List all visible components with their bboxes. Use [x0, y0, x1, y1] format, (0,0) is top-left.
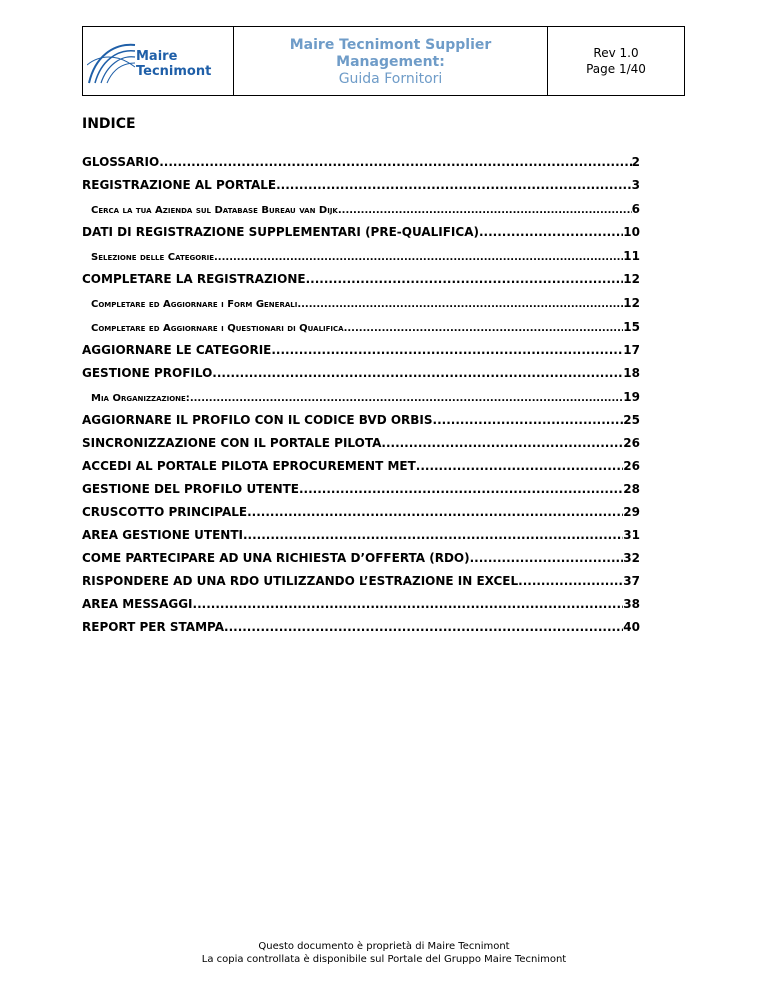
toc-leader-dots: [338, 199, 632, 221]
toc-entry[interactable]: [82, 409, 640, 432]
toc-entry-page: 12: [623, 296, 640, 310]
toc-entry[interactable]: [82, 221, 640, 244]
toc-leader-dots: [193, 593, 624, 616]
logo-line1: Maire: [136, 49, 178, 64]
toc-entry-page: 37: [623, 574, 640, 588]
toc-entry-page: 12: [623, 272, 640, 286]
title-line1: Maire Tecnimont Supplier: [289, 37, 492, 53]
toc-entry-title: ACCEDI AL PORTALE PILOTA EPROCUREMENT MET: [82, 459, 416, 473]
toc-entry-title: AGGIORNARE LE CATEGORIE: [82, 343, 272, 357]
toc-entry-page: 6: [631, 202, 640, 216]
toc-entry-title: COME PARTECIPARE AD UNA RICHIESTA D’OFFERTA (RDO): [82, 551, 470, 565]
toc-entry-title: Completare ed Aggiornare i Questionari di Qualifica: [91, 323, 344, 334]
toc-entry-title: GLOSSARIO: [82, 155, 160, 169]
toc-entry-page: 19: [623, 390, 640, 404]
toc-entry-title: AGGIORNARE IL PROFILO CON IL CODICE BVD ORBIS: [82, 413, 433, 427]
toc-entry[interactable]: [82, 455, 640, 478]
toc-entry-page: 2: [631, 155, 640, 169]
toc-entry[interactable]: [82, 268, 640, 291]
toc-entry-title: AREA GESTIONE UTENTI: [82, 528, 243, 542]
revision-label: Rev 1.0: [593, 46, 639, 60]
toc-entry-page: 29: [623, 505, 640, 519]
toc-entry-page: 15: [623, 320, 640, 334]
toc-entry[interactable]: [82, 291, 640, 315]
toc-entry[interactable]: [82, 362, 640, 385]
toc-leader-dots: [416, 455, 624, 478]
toc-entry-page: 28: [623, 482, 640, 496]
toc-entry[interactable]: [82, 244, 640, 268]
toc-entry[interactable]: [82, 151, 640, 174]
logo-line2: Tecnimont: [136, 64, 212, 79]
toc-entry-page: 38: [623, 597, 640, 611]
toc-entry[interactable]: [82, 524, 640, 547]
header-title: [234, 27, 548, 95]
toc-entry[interactable]: [82, 315, 640, 339]
toc-leader-dots: [479, 221, 623, 244]
toc-entry-page: 31: [623, 528, 640, 542]
title-line3: Guida Fornitori: [338, 71, 443, 87]
toc-leader-dots: [470, 547, 624, 570]
toc-leader-dots: [306, 268, 624, 291]
toc-entry-title: REPORT PER STAMPA: [82, 620, 225, 634]
toc-entry-title: GESTIONE PROFILO: [82, 366, 213, 380]
toc-leader-dots: [297, 293, 623, 315]
toc-entry-page: 32: [623, 551, 640, 565]
toc-entry[interactable]: [82, 616, 640, 639]
toc-entry-title: SINCRONIZZAZIONE CON IL PORTALE PILOTA: [82, 436, 382, 450]
table-of-contents: [82, 151, 640, 639]
toc-entry-title: AREA MESSAGGI: [82, 597, 193, 611]
footer-line1: Questo documento è proprietà di Maire Tecnimont: [258, 941, 510, 952]
toc-entry[interactable]: [82, 385, 640, 409]
page-number: Page 1/40: [586, 62, 646, 76]
logo-cell: [83, 27, 234, 95]
toc-entry-page: 11: [623, 249, 640, 263]
toc-entry-page: 18: [623, 366, 640, 380]
toc-entry[interactable]: [82, 174, 640, 197]
toc-leader-dots: [224, 616, 623, 639]
toc-entry-page: 26: [623, 436, 640, 450]
toc-entry-page: 25: [623, 413, 640, 427]
toc-leader-dots: [159, 151, 631, 174]
document-header: [82, 26, 685, 96]
maire-tecnimont-logo-icon: [87, 37, 137, 87]
index-heading: INDICE: [82, 116, 136, 132]
toc-leader-dots: [212, 362, 623, 385]
toc-leader-dots: [276, 174, 632, 197]
toc-entry-title: CRUSCOTTO PRINCIPALE: [82, 505, 248, 519]
toc-entry-title: COMPLETARE LA REGISTRAZIONE: [82, 272, 306, 286]
title-line2: Management:: [336, 54, 445, 70]
toc-leader-dots: [214, 246, 623, 268]
toc-leader-dots: [247, 501, 623, 524]
toc-entry-title: RISPONDERE AD UNA RDO UTILIZZANDO L’ESTRAZIONE IN EXCEL: [82, 574, 519, 588]
toc-entry-title: Cerca la tua Azienda sul Database Bureau van Dijk: [91, 205, 338, 216]
toc-entry-page: 40: [623, 620, 640, 634]
toc-entry-title: GESTIONE DEL PROFILO UTENTE: [82, 482, 299, 496]
toc-entry[interactable]: [82, 197, 640, 221]
revision-cell: [548, 27, 684, 95]
toc-entry-title: Mia Organizzazione:: [91, 393, 190, 404]
toc-entry[interactable]: [82, 432, 640, 455]
page-footer: [0, 940, 768, 966]
toc-entry-title: Completare ed Aggiornare i Form Generali: [91, 299, 298, 310]
toc-entry-page: 17: [623, 343, 640, 357]
toc-leader-dots: [243, 524, 623, 547]
toc-leader-dots: [518, 570, 623, 593]
toc-entry-title: DATI DI REGISTRAZIONE SUPPLEMENTARI (PRE-QUALIFICA): [82, 225, 479, 239]
toc-entry-page: 10: [623, 225, 640, 239]
toc-entry[interactable]: [82, 547, 640, 570]
toc-leader-dots: [381, 432, 623, 455]
toc-leader-dots: [271, 339, 623, 362]
logo-wordmark: [136, 49, 211, 79]
toc-leader-dots: [344, 317, 624, 339]
toc-entry[interactable]: [82, 570, 640, 593]
toc-leader-dots: [190, 387, 623, 409]
toc-leader-dots: [299, 478, 623, 501]
toc-entry-title: REGISTRAZIONE AL PORTALE: [82, 178, 277, 192]
toc-entry[interactable]: [82, 593, 640, 616]
toc-entry[interactable]: [82, 339, 640, 362]
toc-entry[interactable]: [82, 478, 640, 501]
toc-entry-title: Selezione delle Categorie: [91, 252, 214, 263]
footer-line2: La copia controllata è disponibile sul Portale del Gruppo Maire Tecnimont: [201, 954, 567, 965]
toc-entry[interactable]: [82, 501, 640, 524]
toc-entry-page: 26: [623, 459, 640, 473]
toc-leader-dots: [433, 409, 624, 432]
toc-entry-page: 3: [631, 178, 640, 192]
